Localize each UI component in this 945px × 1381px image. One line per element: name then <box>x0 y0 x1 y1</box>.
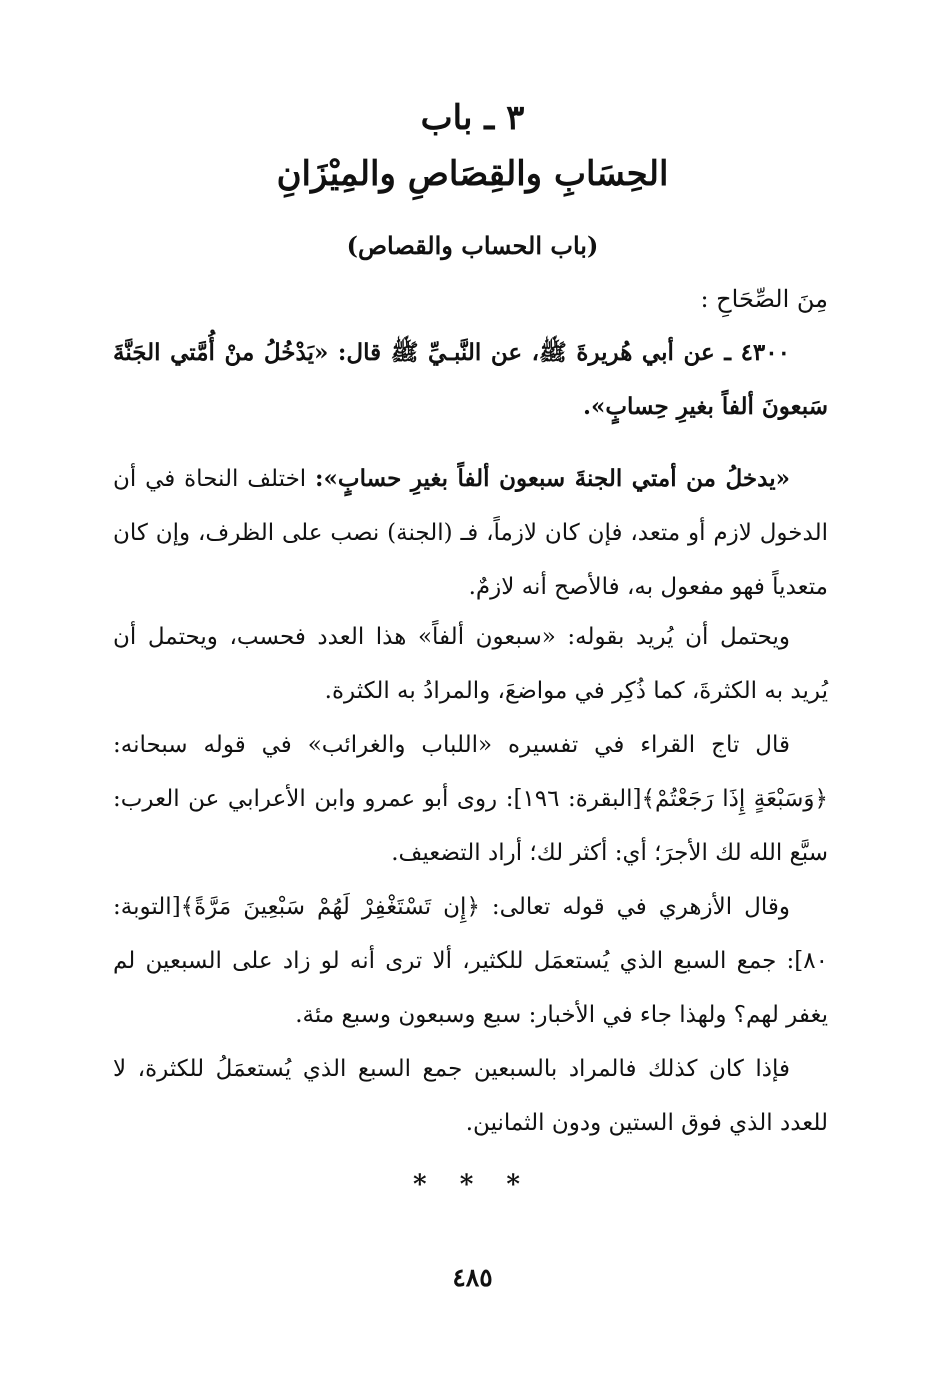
chapter-subtitle: (باب الحساب والقصاص) <box>346 231 599 260</box>
chapter-title: الحِسَابِ والقِصَاصِ والمِيْزَانِ <box>276 154 669 194</box>
commentary-paragraph-3: قال تاج القراء في تفسيره «اللباب والغرائب» في قوله سبحانه: ﴿وَسَبْعَةٍ إِذَا رَجَعْتُمْ﴾[البقرة: ١٩٦]: روى أبو عمرو وابن الأعرابي عن العرب: سبَّع الله لك الأجرَ؛ أي: أكثر لك؛ أراد التضعيف. <box>113 732 828 866</box>
commentary-paragraph-5: فإذا كان كذلك فالمراد بالسبعين جمع السبع الذي يُستعمَلُ للكثرة، لا للعدد الذي فوق الستين ودون الثمانين. <box>113 1056 828 1136</box>
commentary-paragraph-4: وقال الأزهري في قوله تعالى: ﴿إِن تَسْتَغْفِرْ لَهُمْ سَبْعِينَ مَرَّةً﴾[التوبة: ٨٠]: جمع السبع الذي يُستعمَل للكثير، ألا ترى أنه لو زاد على السبعين لم يغفر لهم؟ ولهذا جاء في الأخبار: سبع وسبعون وسبع مئة. <box>113 894 828 1028</box>
section-separator: * * * <box>413 1170 532 1200</box>
hadith-text: ٤٣٠٠ ـ عن أبي هُريرةَ ﷺ، عن النَّبـيِّ ﷺ قال: «يَدْخُلُ منْ أُمَّتي الجَنَّةَ سَبعونَ ألفاً بغيرِ حِسابٍ». <box>113 339 828 420</box>
section-label: مِنَ الصِّحَاحِ : <box>700 285 828 313</box>
commentary-paragraph-1 <box>113 452 828 614</box>
commentary-paragraph-2: ويحتمل أن يُريد بقوله: «سبعون ألفاً» هذا العدد فحسب، ويحتمل أن يُريد به الكثرةَ، كما ذُكِر في مواضعَ، والمرادُ به الكثرة. <box>113 624 828 704</box>
paragraph-1-body: اختلف النحاة في أن الدخول لازم أو متعد، فإن كان لازماً، فـ (الجنة) نصب على الظرف، وإن كان متعدياً فهو مفعول به، فالأصح أنه لازمٌ. <box>113 466 828 600</box>
page-number: ٤٨٥ <box>452 1263 493 1292</box>
quoted-hadith-phrase: «يدخلُ من أمتي الجنةَ سبعون ألفاً بغيرِ حسابٍ»: <box>315 465 790 492</box>
chapter-number: ٣ ـ باب <box>420 98 525 138</box>
